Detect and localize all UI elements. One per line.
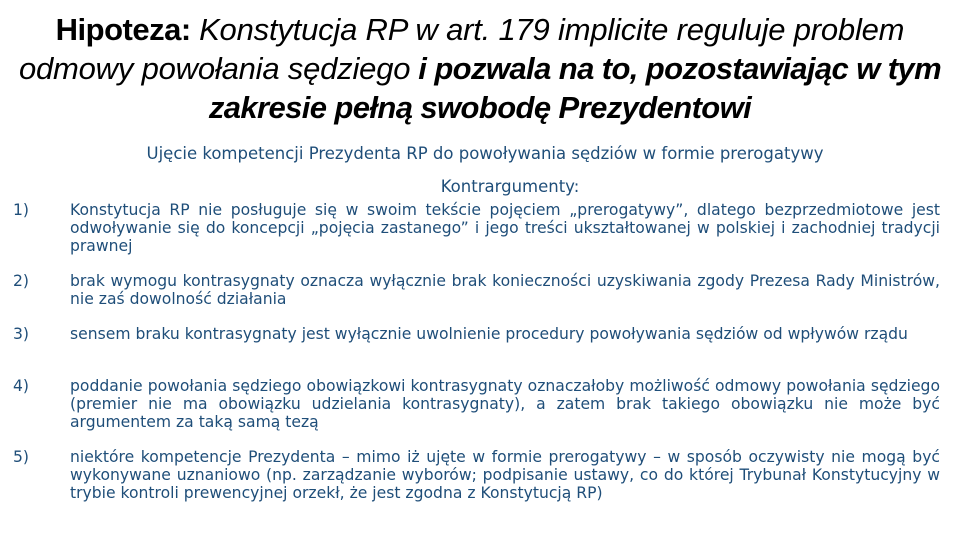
title-thesis: Konstytucja RP w art. 179 implicite reguluje problem odmowy powołania sędziego	[18, 12, 905, 86]
title-label: Hipoteza:	[55, 12, 191, 47]
counterarguments-list	[0, 201, 960, 502]
list-item	[0, 201, 960, 272]
slide-subtitle: Ujęcie kompetencji Prezydenta RP do powoływania sędziów w formie prerogatywy	[146, 144, 824, 163]
slide-title	[10, 10, 950, 127]
list-item-number: 3)	[13, 325, 30, 343]
list-item-text: brak wymogu kontrasygnaty oznacza wyłącznie brak konieczności uzyskiwania zgody Prezesa Rady Ministrów, nie zaś dowolność działania	[70, 272, 940, 308]
list-item	[0, 377, 960, 448]
list-item-number: 2)	[13, 272, 30, 290]
list-item-text: niektóre kompetencje Prezydenta – mimo iż ujęte w formie prerogatywy – w sposób oczywisty nie mogą być wykonywane uznaniowo (np. zarządzanie wyborów; podpisanie ustawy, co do której Trybunał Konstytucyjny w trybie kontroli prewencyjnej orzekł, że jest zgodna z Konstytucją RP)	[70, 448, 940, 502]
list-item-number: 5)	[13, 448, 30, 466]
list-item-number: 1)	[13, 201, 30, 219]
counterarguments-heading: Kontrargumenty:	[440, 177, 580, 196]
list-item	[0, 272, 960, 325]
list-item-number: 4)	[13, 377, 30, 395]
list-item	[0, 325, 960, 377]
list-item-text: poddanie powołania sędziego obowiązkowi kontrasygnaty oznaczałoby możliwość odmowy powołania sędziego (premier nie ma obowiązku udzielania kontrasygnaty), a zatem brak takiego obowiązku nie może być argumentem za taką samą tezą	[70, 377, 940, 431]
title-thesis-emphasis: i pozwala na to, pozostawiając w tym zakresie pełną swobodę Prezydentowi	[208, 51, 942, 125]
list-item	[0, 448, 960, 502]
list-item-text: sensem braku kontrasygnaty jest wyłącznie uwolnienie procedury powoływania sędziów od wpływów rządu	[70, 325, 908, 343]
list-item-text: Konstytucja RP nie posługuje się w swoim tekście pojęciem „prerogatywy”, dlatego bezprzedmiotowe jest odwoływanie się do koncepcji „pojęcia zastanego” i jego treści ukształtowanej w polskiej i zachodniej tradycji prawnej	[70, 201, 940, 255]
